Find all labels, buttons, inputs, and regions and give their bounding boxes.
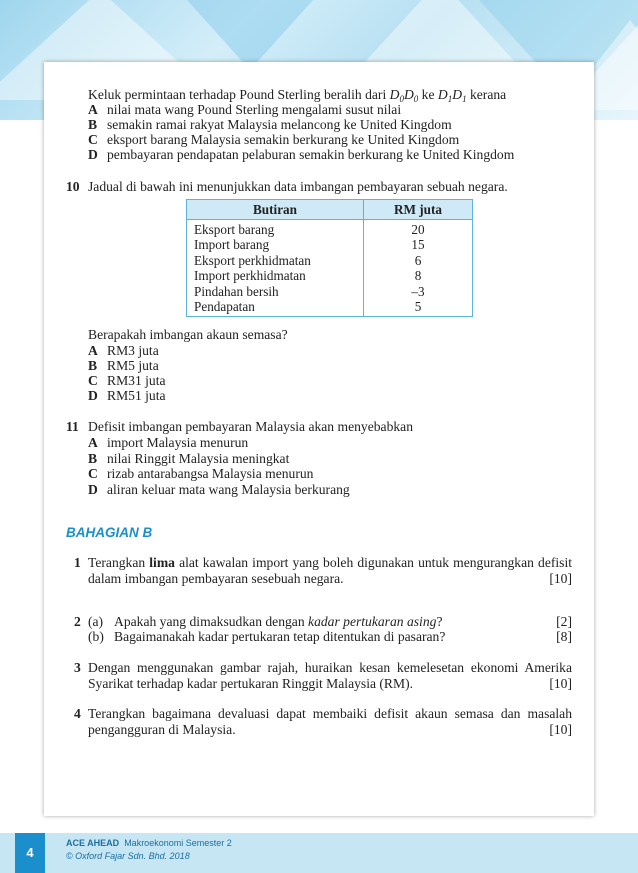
q9-option-letter: A <box>88 102 98 117</box>
b1-marks: [10] <box>549 571 572 586</box>
footer-title: ACE AHEAD Makroekonomi Semester 2 <box>66 838 232 848</box>
curve-d0: $D_0D_0$ <box>389 87 419 104</box>
table-row: Eksport barang 20 <box>187 220 473 238</box>
section-b-title: BAHAGIAN B <box>66 525 153 540</box>
q10-option-text: RM3 juta <box>107 343 159 358</box>
b2-b-label: (b) <box>88 629 104 644</box>
table-header: RM juta <box>364 200 473 220</box>
q11-option-letter: D <box>88 482 98 497</box>
q11-option-text: nilai Ringgit Malaysia meningkat <box>107 451 290 466</box>
b2-a-label: (a) <box>88 614 104 629</box>
q10-option-text: RM31 juta <box>107 373 166 388</box>
b1-line2: dalam imbangan pembayaran sesebuah negara. <box>88 571 344 586</box>
b4-marks: [10] <box>549 722 572 737</box>
b1-number: 1 <box>74 555 81 570</box>
table-row: Import perkhidmatan 8 <box>187 268 473 283</box>
q11-option-letter: C <box>88 466 98 481</box>
q10-option-letter: C <box>88 373 98 388</box>
q11-stem: Defisit imbangan pembayaran Malaysia akan menyebabkan <box>88 419 413 434</box>
q10-option-letter: D <box>88 388 98 403</box>
table-row: Pendapatan 5 <box>187 299 473 317</box>
table-row: Pindahan bersih –3 <box>187 284 473 299</box>
q10-option-text: RM51 juta <box>107 388 166 403</box>
b2-number: 2 <box>74 614 81 629</box>
q9-stem: Keluk permintaan terhadap Pound Sterling beralih dari $D_0D_0$ ke $D_1D_1$ kerana <box>88 87 507 104</box>
balance-of-payments-table <box>186 199 473 317</box>
q11-number: 11 <box>66 419 79 434</box>
table-row: Import barang 15 <box>187 237 473 252</box>
q11-option-letter: A <box>88 435 98 450</box>
b4-line2: pengangguran di Malaysia. <box>88 722 236 737</box>
q11-option-text: aliran keluar mata wang Malaysia berkurang <box>107 482 350 497</box>
q10-number: 10 <box>66 179 80 194</box>
footer-copyright: © Oxford Fajar Sdn. Bhd. 2018 <box>66 851 190 861</box>
b2-b-marks: [8] <box>556 629 572 644</box>
page-number: 4 <box>15 833 45 873</box>
table-row: Eksport perkhidmatan 6 <box>187 253 473 268</box>
b3-marks: [10] <box>549 676 572 691</box>
q10-option-text: RM5 juta <box>107 358 159 373</box>
b3-line1: Dengan menggunakan gambar rajah, huraikan kesan kemelesetan ekonomi Amerika <box>88 660 572 675</box>
b2-b-text: Bagaimanakah kadar pertukaran tetap ditentukan di pasaran? <box>114 629 446 644</box>
b4-number: 4 <box>74 706 81 721</box>
q9-option-letter: D <box>88 147 98 162</box>
q11-option-text: import Malaysia menurun <box>107 435 249 450</box>
b4-line1: Terangkan bagaimana devaluasi dapat membaiki defisit akaun semasa dan masalah <box>88 706 572 721</box>
page-footer <box>0 833 638 873</box>
q10-question: Berapakah imbangan akaun semasa? <box>88 327 288 342</box>
q9-option-text: semakin ramai rakyat Malaysia melancong ke United Kingdom <box>107 117 452 132</box>
q11-option-letter: B <box>88 451 98 466</box>
q9-option-text: pembayaran pendapatan pelaburan semakin berkurang ke United Kingdom <box>107 147 515 162</box>
q9-option-letter: B <box>88 117 98 132</box>
b1-line1: Terangkan lima alat kawalan import yang boleh digunakan untuk mengurangkan defisit <box>88 555 572 570</box>
q10-option-letter: B <box>88 358 98 373</box>
table-header: Butiran <box>187 200 364 220</box>
q10-stem: Jadual di bawah ini menunjukkan data imbangan pembayaran sebuah negara. <box>88 179 508 194</box>
b2-a-marks: [2] <box>556 614 572 629</box>
q11-option-text: rizab antarabangsa Malaysia menurun <box>107 466 314 481</box>
b2-a-text: Apakah yang dimaksudkan dengan kadar pertukaran asing? <box>114 614 443 629</box>
b3-line2: Syarikat terhadap kadar pertukaran Ringgit Malaysia (RM). <box>88 676 414 691</box>
q9-option-letter: C <box>88 132 98 147</box>
q9-option-text: eksport barang Malaysia semakin berkurang ke United Kingdom <box>107 132 460 147</box>
q10-option-letter: A <box>88 343 98 358</box>
b3-number: 3 <box>74 660 81 675</box>
curve-d1: $D_1D_1$ <box>437 87 467 104</box>
q9-option-text: nilai mata wang Pound Sterling mengalami susut nilai <box>107 102 402 117</box>
